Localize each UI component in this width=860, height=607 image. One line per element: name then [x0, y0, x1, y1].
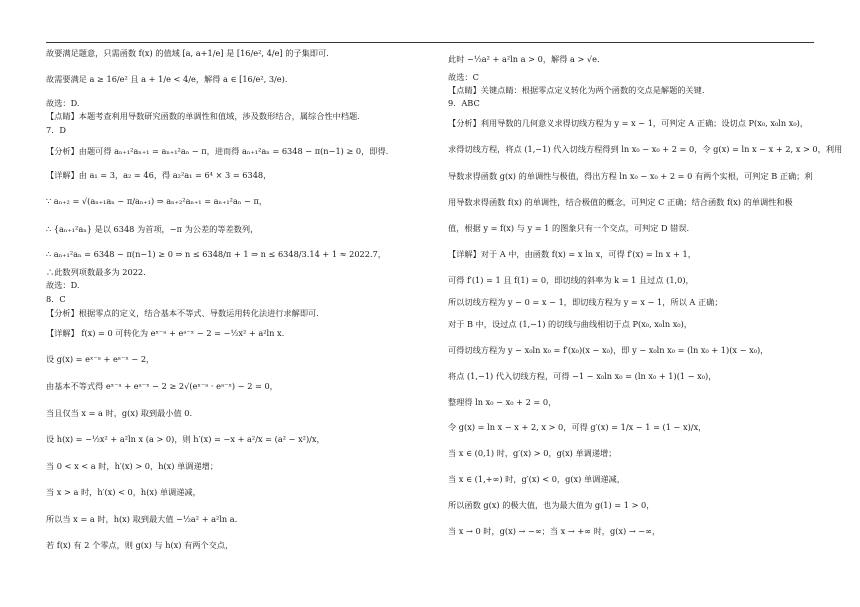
left-line-20: 当 0 < x < a 时，h′(x) > 0，h(x) 单调递增； — [46, 461, 219, 471]
right-line-18: 当 x ∈ (0,1) 时，g′(x) > 0，g(x) 单调递增； — [448, 448, 617, 458]
right-line-4: 9．ABC — [448, 98, 480, 108]
left-line-22: 所以当 x = a 时，h(x) 取到最大值 −½a² + a²ln a. — [46, 514, 238, 524]
left-line-7: 【详解】由 a₁ = 3，a₂ = 46，得 a₂²a₁ = 6⁴ × 3 = 6348， — [46, 170, 272, 180]
right-line-10: 【详解】对于 A 中，由函数 f(x) = x ln x，可得 f′(x) = ln x + 1， — [448, 249, 696, 259]
left-line-4: 【点睛】本题考查利用导数研究函数的单调性和值域，涉及数形结合，属综合性中档题. — [46, 111, 360, 121]
left-line-19: 设 h(x) = −½x² + a²ln x (a > 0)，则 h′(x) = −x + a²/x = (a² − x²)/x， — [46, 434, 325, 444]
right-line-3: 【点睛】关键点睛：根据零点定义转化为两个函数的交点是解题的关键. — [448, 85, 705, 95]
left-line-23: 若 f(x) 有 2 个零点，则 g(x) 与 h(x) 有两个交点， — [46, 540, 234, 550]
right-line-17: 令 g(x) = ln x − x + 2, x > 0，可得 g′(x) = 1/x − 1 = (1 − x)/x， — [448, 422, 707, 432]
left-line-8: ∵ aₙ₊₂ = √(aₙ₊₁aₙ − π/aₙ₊₁) ⇒ aₙ₊₂²aₙ₊₁ = aₙ₊₁²aₙ − π， — [46, 196, 268, 206]
right-line-13: 对于 B 中，设过点 (1,−1) 的切线与曲线相切于点 P(x₀, x₀ln x₀)， — [448, 319, 692, 329]
left-line-18: 当且仅当 x = a 时，g(x) 取到最小值 0. — [46, 408, 193, 418]
left-line-21: 当 x > a 时，h′(x) < 0，h(x) 单调递减， — [46, 487, 201, 497]
left-line-14: 【分析】根据零点的定义，结合基本不等式、导数运用转化法进行求解即可. — [46, 308, 319, 318]
right-line-12: 所以切线方程为 y − 0 = x − 1，即切线方程为 y = x − 1，所以 A 正确； — [448, 297, 723, 307]
right-line-5: 【分析】利用导数的几何意义求得切线方程为 y = x − 1，可判定 A 正确；设切点 P(x₀, x₀ln x₀)， — [448, 118, 809, 128]
right-line-16: 整理得 ln x₀ − x₀ + 2 = 0， — [448, 397, 557, 407]
right-line-11: 可得 f′(1) = 1 且 f(1) = 0，即切线的斜率为 k = 1 且过点 (1,0)， — [448, 275, 694, 285]
left-line-2: 故需要满足 a ≥ 16/e² 且 a + 1/e < 4/e，解得 a ∈ [16/e², 3/e). — [46, 74, 288, 84]
right-line-21: 当 x → 0 时，g(x) → −∞；当 x → +∞ 时，g(x) → −∞， — [448, 526, 661, 536]
right-line-6: 求得切线方程，将点 (1,−1) 代入切线方程得到 ln x₀ − x₀ + 2 = 0，令 g(x) = ln x − x + 2, x > 0，利用 — [448, 144, 843, 154]
left-line-5: 7．D — [46, 125, 66, 135]
right-line-15: 将点 (1,−1) 代入切线方程，可得 −1 − x₀ln x₀ = (ln x₀ + 1)(1 − x₀)， — [448, 371, 717, 381]
left-line-3: 故选：D. — [46, 98, 80, 108]
left-line-1: 故要满足题意，只需函数 f(x) 的值域 [a, a+1/e] 是 [16/e², 4/e] 的子集即可. — [46, 48, 329, 58]
left-line-16: 设 g(x) = eˣ⁻ᵃ + eᵃ⁻ˣ − 2， — [46, 354, 155, 364]
left-line-10: ∴ aₙ₊₁²aₙ = 6348 − π(n−1) ≥ 0 ⇒ n ≤ 6348/π + 1 ⇒ n ≤ 6348/3.14 + 1 ≈ 2022.7， — [46, 249, 386, 259]
left-line-9: ∴ {aₙ₊₁²aₙ} 是以 6348 为首项，−π 为公差的等差数列， — [46, 224, 259, 234]
right-line-19: 当 x ∈ (1,+∞) 时，g′(x) < 0，g(x) 单调递减， — [448, 474, 625, 484]
right-line-2: 故选：C — [448, 72, 479, 82]
right-line-20: 所以函数 g(x) 的极大值，也为最大值为 g(1) = 1 > 0， — [448, 500, 655, 510]
left-line-12: 故选：D. — [46, 280, 80, 290]
right-line-8: 用导数求得函数 f(x) 的单调性，结合极值的概念，可判定 C 正确；结合函数 f(x) 的单调性和极 — [448, 197, 793, 207]
right-line-7: 导数求得函数 g(x) 的单调性与极值，得出方程 ln x₀ − x₀ + 2 = 0 有两个实根，可判定 B 正确；利 — [448, 171, 813, 181]
page-top-rule — [46, 42, 814, 43]
left-line-13: 8．C — [46, 294, 66, 304]
left-line-15: 【详解】 f(x) = 0 可转化为 eˣ⁻ᵃ + eᵃ⁻ˣ − 2 = −½x² + a²ln x. — [46, 328, 285, 338]
right-line-1: 此时 −½a² + a²ln a > 0，解得 a > √e. — [448, 54, 600, 64]
left-line-6: 【分析】由题可得 aₙ₊₁²aₙ₊₁ = aₙ₊₁²aₙ − π，进而得 aₙ₊₁²aₙ = 6348 − π(n−1) ≥ 0，即得. — [46, 146, 389, 156]
right-line-9: 值，根据 y = f(x) 与 y = 1 的图象只有一个交点，可判定 D 错误. — [448, 223, 690, 233]
left-line-11: ∴此数列项数最多为 2022. — [46, 267, 146, 277]
right-line-14: 可得切线方程为 y − x₀ln x₀ = f′(x₀)(x − x₀)，即 y − x₀ln x₀ = (ln x₀ + 1)(x − x₀)， — [448, 345, 769, 355]
left-line-17: 由基本不等式得 eˣ⁻ᵃ + eᵃ⁻ˣ − 2 ≥ 2√(eˣ⁻ᵃ · eᵃ⁻ˣ) − 2 = 0， — [46, 381, 278, 391]
